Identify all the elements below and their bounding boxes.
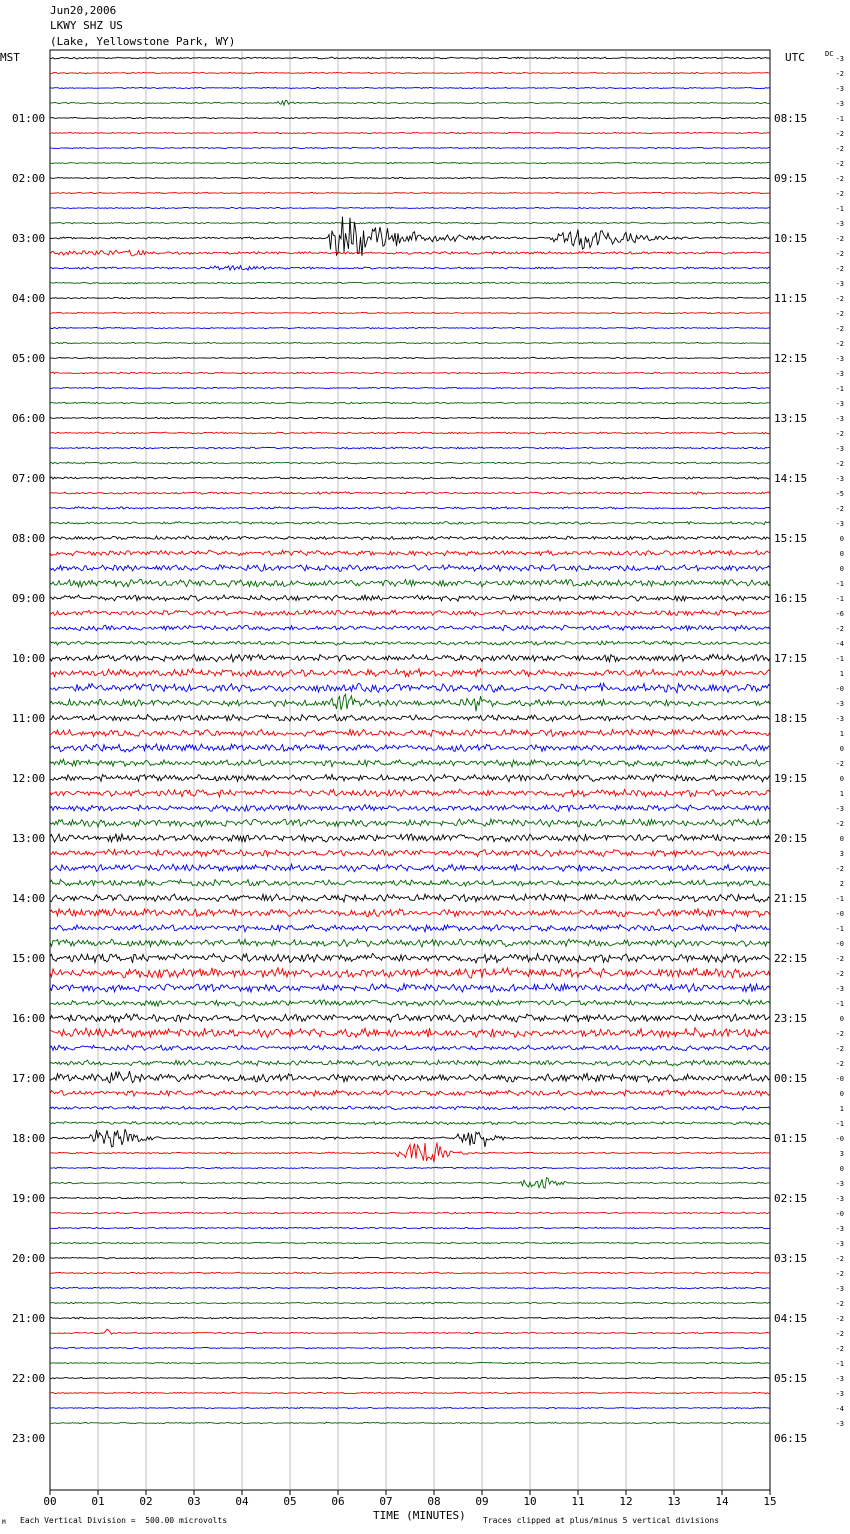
seismic-trace [50, 432, 770, 434]
dc-offset-label: 0 [839, 745, 844, 753]
dc-offset-label: -2 [835, 865, 844, 873]
seismic-trace [50, 507, 770, 509]
dc-offset-label: -0 [835, 1210, 844, 1218]
seismic-trace [50, 1143, 770, 1163]
right-hour-label: 05:15 [774, 1372, 808, 1385]
dc-offset-label: -1 [835, 595, 844, 603]
mst-label: MST [0, 51, 20, 64]
scale-note: Each Vertical Division = 500.00 microvolts [20, 1516, 228, 1525]
dc-offset-label: -1 [835, 1120, 844, 1128]
left-hour-label: 02:00 [12, 172, 46, 185]
dc-offset-label: -3 [835, 100, 844, 108]
dc-offset-label: -1 [835, 115, 844, 123]
dc-offset-label: -3 [835, 1195, 844, 1203]
right-hour-label: 09:15 [774, 172, 808, 185]
seismic-trace [50, 177, 770, 178]
seismic-trace [50, 669, 770, 677]
dc-offset-label: -2 [835, 955, 844, 963]
seismic-trace [50, 819, 770, 827]
seismic-trace [50, 1329, 770, 1334]
seismic-trace [50, 1212, 770, 1214]
dc-offset-label: -3 [835, 85, 844, 93]
seismic-trace [50, 654, 770, 662]
dc-offset-label: 1 [839, 790, 844, 798]
dc-offset-label: -3 [835, 475, 844, 483]
dc-offset-label: -2 [835, 340, 844, 348]
seismic-trace [50, 357, 770, 358]
right-hour-label: 21:15 [774, 892, 808, 905]
clip-note: Traces clipped at plus/minus 5 vertical divisions [483, 1516, 720, 1525]
dc-offset-label: -2 [835, 1330, 844, 1338]
left-hour-label: 10:00 [12, 652, 46, 665]
right-hour-label: 08:15 [774, 112, 808, 125]
dc-offset-label: -0 [835, 1075, 844, 1083]
dc-offset-label: -2 [835, 430, 844, 438]
dc-offset-label: -3 [835, 1390, 844, 1398]
seismic-trace [50, 683, 770, 692]
seismic-trace [50, 1242, 770, 1244]
left-hour-label: 20:00 [12, 1252, 46, 1265]
dc-offset-label: -2 [835, 970, 844, 978]
dc-offset-label: -2 [835, 820, 844, 828]
right-hour-label: 15:15 [774, 532, 808, 545]
seismic-trace [50, 849, 770, 856]
seismic-trace [50, 387, 770, 388]
left-hour-label: 17:00 [12, 1072, 46, 1085]
dc-offset-label: -2 [835, 1345, 844, 1353]
dc-offset-label: -4 [835, 1405, 844, 1413]
dc-offset-label: -2 [835, 460, 844, 468]
dc-offset-label: -3 [835, 985, 844, 993]
left-hour-label: 08:00 [12, 532, 46, 545]
seismic-trace [50, 372, 770, 374]
seismic-trace [50, 759, 770, 767]
dc-offset-label: -3 [835, 355, 844, 363]
seismic-trace [50, 641, 770, 646]
dc-offset-label: -2 [835, 1045, 844, 1053]
right-hour-label: 01:15 [774, 1132, 808, 1145]
dc-offset-label: 0 [839, 565, 844, 573]
seismic-trace [50, 1407, 770, 1408]
seismic-trace [50, 894, 770, 902]
dc-offset-label: 3 [839, 1150, 844, 1158]
dc-offset-label: -3 [835, 400, 844, 408]
dc-offset-label: -3 [835, 445, 844, 453]
seismic-trace [50, 1362, 770, 1363]
seismic-trace [50, 550, 770, 556]
date-label: Jun20,2006 [50, 4, 117, 17]
seismic-trace [50, 477, 770, 479]
dc-offset-label: -3 [835, 220, 844, 228]
dc-offset-label: -2 [835, 310, 844, 318]
seismic-trace [50, 1347, 770, 1348]
right-hour-label: 19:15 [774, 772, 808, 785]
dc-offset-label: -2 [835, 1060, 844, 1068]
seismic-trace [50, 282, 770, 284]
dc-offset-label: -0 [835, 685, 844, 693]
right-hour-label: 06:15 [774, 1432, 808, 1445]
x-tick-label: 08 [427, 1495, 441, 1508]
left-hour-label: 03:00 [12, 232, 46, 245]
seismic-trace [50, 492, 770, 495]
dc-offset-label: 1 [839, 670, 844, 678]
right-hour-label: 23:15 [774, 1012, 808, 1025]
seismic-trace [50, 1197, 770, 1199]
seismic-trace [50, 417, 770, 419]
seismic-trace [50, 789, 770, 797]
dc-offset-label: 0 [839, 775, 844, 783]
left-hour-label: 19:00 [12, 1192, 46, 1205]
seismic-trace [50, 1121, 770, 1124]
seismic-trace [50, 1377, 770, 1378]
seismic-trace [50, 132, 770, 133]
right-hour-label: 20:15 [774, 832, 808, 845]
plot-frame [50, 50, 770, 1490]
x-tick-label: 00 [43, 1495, 57, 1508]
seismic-trace [50, 880, 770, 887]
dc-offset-label: -3 [835, 1240, 844, 1248]
location-label: (Lake, Yellowstone Park, WY) [50, 35, 236, 48]
x-tick-label: 12 [619, 1495, 633, 1508]
dc-offset-label: 0 [839, 1165, 844, 1173]
seismic-trace [50, 864, 770, 872]
seismic-trace [50, 805, 770, 812]
left-hour-label: 23:00 [12, 1432, 46, 1445]
seismic-trace [50, 1071, 770, 1083]
dc-offset-label: 0 [839, 1015, 844, 1023]
dc-offset-label: -2 [835, 1030, 844, 1038]
x-tick-label: 10 [523, 1495, 537, 1508]
dc-offset-label: 3 [839, 850, 844, 858]
seismic-trace [50, 1317, 770, 1319]
seismic-trace [50, 1106, 770, 1110]
x-tick-label: 01 [91, 1495, 105, 1508]
right-hour-label: 03:15 [774, 1252, 808, 1265]
dc-offset-label: -2 [835, 130, 844, 138]
seismic-trace [50, 1167, 770, 1169]
right-hour-label: 18:15 [774, 712, 808, 725]
seismic-trace [50, 250, 770, 256]
seismic-trace [50, 909, 770, 917]
left-hour-label: 06:00 [12, 412, 46, 425]
seismic-trace [50, 1272, 770, 1274]
left-hour-label: 05:00 [12, 352, 46, 365]
dc-offset-label: -3 [835, 805, 844, 813]
seismic-trace [50, 984, 770, 992]
dc-offset-label: -2 [835, 160, 844, 168]
seismic-trace [50, 1014, 770, 1022]
dc-offset-label: -1 [835, 895, 844, 903]
x-tick-label: 14 [715, 1495, 729, 1508]
dc-offset-label: -3 [835, 370, 844, 378]
seismic-trace [50, 312, 770, 313]
right-hour-label: 10:15 [774, 232, 808, 245]
seismic-trace [50, 447, 770, 449]
dc-offset-label: -0 [835, 1135, 844, 1143]
seismic-trace [50, 207, 770, 208]
dc-offset-label: -3 [835, 1375, 844, 1383]
left-hour-label: 13:00 [12, 832, 46, 845]
seismic-trace [50, 1000, 770, 1006]
dc-offset-label: -2 [835, 1315, 844, 1323]
dc-offset-label: -2 [835, 760, 844, 768]
dc-offset-label: -2 [835, 175, 844, 183]
x-tick-label: 09 [475, 1495, 489, 1508]
left-hour-label: 09:00 [12, 592, 46, 605]
seismic-trace [50, 342, 770, 343]
dc-offset-label: -3 [835, 520, 844, 528]
right-hour-label: 00:15 [774, 1072, 808, 1085]
dc-offset-label: -1 [835, 205, 844, 213]
seismic-trace [50, 729, 770, 736]
left-hour-label: 16:00 [12, 1012, 46, 1025]
right-hour-label: 13:15 [774, 412, 808, 425]
dc-offset-label: -2 [835, 250, 844, 258]
dc-offset-label: -2 [835, 265, 844, 273]
dc-offset-label: -2 [835, 325, 844, 333]
seismic-trace [50, 87, 770, 88]
dc-offset-label: -3 [835, 715, 844, 723]
seismic-trace [50, 402, 770, 404]
dc-offset-label: -1 [835, 925, 844, 933]
seismic-trace [50, 625, 770, 630]
dc-offset-label: -3 [835, 700, 844, 708]
left-hour-label: 04:00 [12, 292, 46, 305]
dc-offset-label: -2 [835, 1300, 844, 1308]
dc-offset-label: -2 [835, 190, 844, 198]
right-hour-label: 11:15 [774, 292, 808, 305]
dc-offset-label: -1 [835, 580, 844, 588]
left-hour-label: 11:00 [12, 712, 46, 725]
seismic-trace [50, 1257, 770, 1259]
seismic-trace [50, 222, 770, 224]
left-hour-label: 15:00 [12, 952, 46, 965]
dc-offset-label: -2 [835, 1255, 844, 1263]
seismic-trace [50, 834, 770, 842]
dc-offset-label: -3 [835, 55, 844, 63]
seismic-trace [50, 1178, 770, 1189]
x-tick-label: 02 [139, 1495, 153, 1508]
seismic-trace [50, 953, 770, 963]
dc-offset-label: 0 [839, 535, 844, 543]
right-hour-label: 14:15 [774, 472, 808, 485]
seismic-trace [50, 1060, 770, 1066]
left-hour-label: 21:00 [12, 1312, 46, 1325]
seismic-trace [50, 522, 770, 525]
seismic-trace [50, 1392, 770, 1393]
dc-offset-label: -1 [835, 1000, 844, 1008]
seismic-trace [50, 1227, 770, 1229]
left-hour-label: 22:00 [12, 1372, 46, 1385]
dc-offset-label: -3 [835, 280, 844, 288]
dc-offset-label: -4 [835, 640, 844, 648]
seismic-trace [50, 610, 770, 616]
seismic-trace [50, 1302, 770, 1304]
dc-offset-label: -2 [835, 625, 844, 633]
seismic-trace [50, 147, 770, 148]
dc-offset-label: -3 [835, 1225, 844, 1233]
dc-offset-label: 1 [839, 730, 844, 738]
right-hour-label: 02:15 [774, 1192, 808, 1205]
utc-label: UTC [785, 51, 805, 64]
x-tick-label: 15 [763, 1495, 777, 1508]
dc-offset-label: -2 [835, 505, 844, 513]
seismic-trace [50, 1287, 770, 1289]
dc-offset-label: -6 [835, 610, 844, 618]
seismic-trace [50, 1422, 770, 1423]
seismic-trace [50, 968, 770, 978]
left-hour-label: 01:00 [12, 112, 46, 125]
dc-offset-label: 0 [839, 1090, 844, 1098]
dc-offset-label: -2 [835, 295, 844, 303]
dc-offset-label: -2 [835, 70, 844, 78]
seismic-trace [50, 774, 770, 781]
seismic-trace [50, 192, 770, 193]
dc-offset-label: -3 [835, 1420, 844, 1428]
x-tick-label: 05 [283, 1495, 297, 1508]
dc-offset-label: -2 [835, 1270, 844, 1278]
x-tick-label: 13 [667, 1495, 681, 1508]
seismic-trace [50, 1090, 770, 1096]
seismic-trace [50, 694, 770, 711]
x-tick-label: 07 [379, 1495, 393, 1508]
dc-label: DC [825, 50, 834, 58]
seismic-trace [50, 266, 770, 270]
right-hour-label: 22:15 [774, 952, 808, 965]
x-tick-label: 04 [235, 1495, 249, 1508]
seismic-trace [50, 1045, 770, 1051]
left-hour-label: 07:00 [12, 472, 46, 485]
seismic-trace [50, 327, 770, 328]
x-axis-title: TIME (MINUTES) [373, 1509, 466, 1522]
seismic-trace [50, 715, 770, 722]
station-label: LKWY SHZ US [50, 19, 123, 32]
seismic-trace [50, 57, 770, 59]
dc-offset-label: 1 [839, 1105, 844, 1113]
right-hour-label: 12:15 [774, 352, 808, 365]
seismic-trace [50, 924, 770, 931]
seismic-trace [50, 100, 770, 105]
dc-offset-label: -3 [835, 1180, 844, 1188]
seismic-trace [50, 595, 770, 601]
right-hour-label: 04:15 [774, 1312, 808, 1325]
corner-mark: M [2, 1519, 6, 1526]
dc-offset-label: -1 [835, 385, 844, 393]
dc-offset-label: 0 [839, 835, 844, 843]
x-tick-label: 11 [571, 1495, 585, 1508]
dc-offset-label: -0 [835, 910, 844, 918]
x-tick-label: 03 [187, 1495, 201, 1508]
seismic-trace [50, 939, 770, 947]
left-hour-label: 12:00 [12, 772, 46, 785]
seismic-trace [50, 162, 770, 163]
right-hour-label: 17:15 [774, 652, 808, 665]
seismic-trace [50, 462, 770, 464]
dc-offset-label: -1 [835, 1360, 844, 1368]
left-hour-label: 14:00 [12, 892, 46, 905]
x-tick-label: 06 [331, 1495, 345, 1508]
dc-offset-label: -3 [835, 1285, 844, 1293]
dc-offset-label: -1 [835, 655, 844, 663]
right-hour-label: 16:15 [774, 592, 808, 605]
seismic-trace [50, 72, 770, 73]
dc-offset-label: 0 [839, 550, 844, 558]
seismic-trace [50, 297, 770, 298]
dc-offset-label: -2 [835, 145, 844, 153]
seismic-trace [50, 536, 770, 540]
dc-offset-label: -2 [835, 235, 844, 243]
dc-offset-label: 2 [839, 880, 844, 888]
dc-offset-label: -0 [835, 940, 844, 948]
seismic-trace [50, 744, 770, 752]
seismic-trace [50, 117, 770, 118]
dc-offset-label: -3 [835, 415, 844, 423]
seismic-trace [50, 565, 770, 572]
left-hour-label: 18:00 [12, 1132, 46, 1145]
dc-offset-label: -5 [835, 490, 844, 498]
seismic-trace [50, 1028, 770, 1038]
seismic-trace [50, 579, 770, 587]
